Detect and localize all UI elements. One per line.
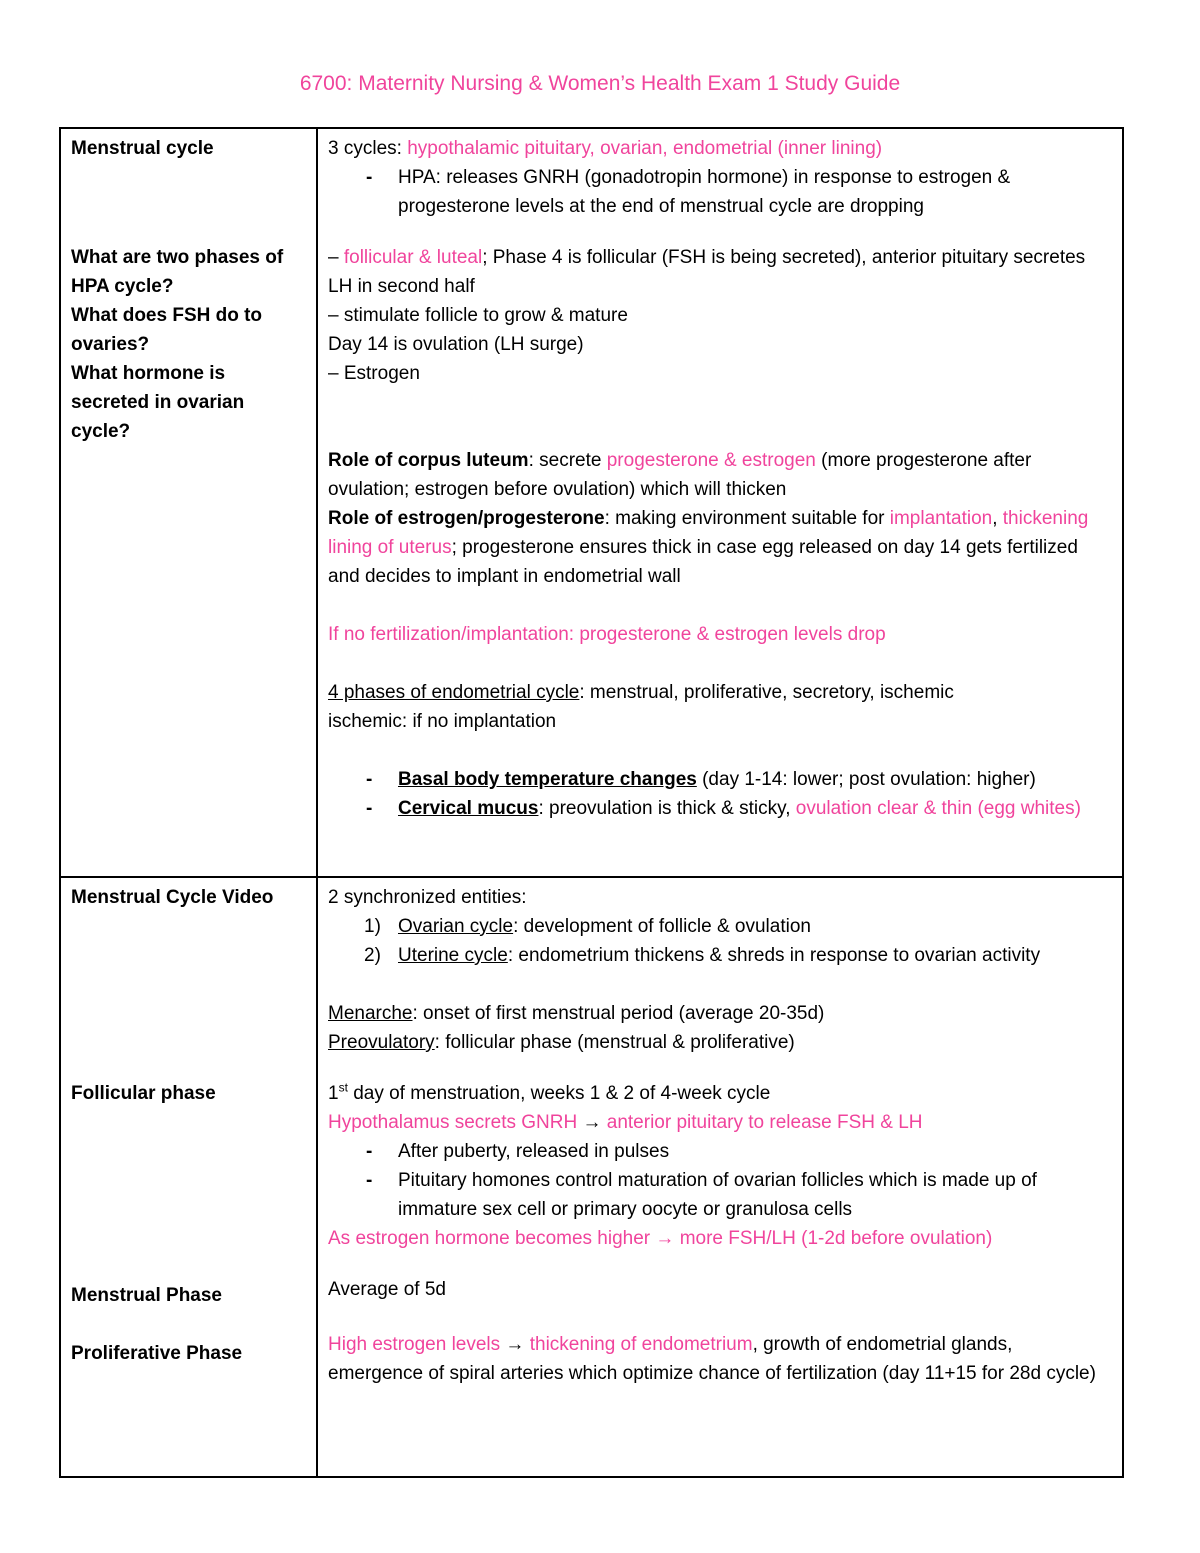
- question-fsh: What does FSH do to ovaries?: [71, 305, 263, 355]
- menstrual-average: Average of 5d: [328, 1279, 446, 1300]
- list-item: - HPA: releases GNRH (gonadotropin hormone) in response to estrogen & progesterone levels at the end of menstrual cycle are dropping: [328, 163, 1112, 221]
- arrow-icon: →: [500, 1334, 530, 1355]
- first-day-note: 1st day of menstruation, weeks 1 & 2 of 4-week cycle: [328, 1080, 771, 1104]
- study-guide-table: [59, 127, 1124, 1478]
- list-item: 2) Uterine cycle: endometrium thickens & shreds in response to ovarian activity: [364, 945, 1041, 966]
- ischemic-note: ischemic: if no implantation: [328, 711, 557, 732]
- estrogen-progesterone-note: Role of estrogen/progesterone: making environment suitable for implantation, thickening lining of uterus; progesterone ensures thick in case egg released on day 14 gets fertilized and decides to implant in endometrial wall: [328, 508, 1089, 587]
- preovulatory-note: Preovulatory: follicular phase (menstrual & proliferative): [328, 1032, 795, 1053]
- cycles-line: 3 cycles: hypothalamic pituitary, ovarian, endometrial (inner lining): [328, 138, 883, 159]
- notes-cell: [317, 877, 1123, 1477]
- topic-follicular: Follicular phase: [71, 1083, 216, 1104]
- list-item: 1) Ovarian cycle: development of follicle & ovulation: [364, 916, 811, 937]
- table-row: [60, 877, 1123, 1477]
- corpus-luteum-note: Role of corpus luteum: secrete progesterone & estrogen (more progesterone after ovulation; estrogen before ovulation) which will thicken: [328, 450, 1032, 500]
- topic-cell: [60, 128, 317, 877]
- proliferative-note: High estrogen levels → thickening of endometrium, growth of endometrial glands, emergence of spiral arteries which optimize chance of fertilization (day 11+15 for 28d cycle): [328, 1334, 1096, 1384]
- list-item: - After puberty, released in pulses: [328, 1137, 1112, 1166]
- cycles-list: hypothalamic pituitary, ovarian, endometrial (inner lining): [407, 138, 883, 159]
- fsh-answer: – stimulate follicle to grow & mature: [328, 305, 628, 326]
- list-item: - Pituitary homones control maturation of ovarian follicles which is made up of immature sex cell or primary oocyte or granulosa cells: [328, 1166, 1112, 1224]
- notes-cell: [317, 128, 1123, 877]
- gnrh-note: Hypothalamus secrets GNRH → anterior pituitary to release FSH & LH: [328, 1112, 923, 1133]
- topic-menstrual-phase: Menstrual Phase: [71, 1285, 222, 1306]
- page-title: 6700: Maternity Nursing & Women’s Health Exam 1 Study Guide: [299, 72, 901, 95]
- menarche-note: Menarche: onset of first menstrual period (average 20-35d): [328, 1003, 825, 1024]
- estrogen-feedback-note: As estrogen hormone becomes higher → more FSH/LH (1-2d before ovulation): [328, 1228, 993, 1249]
- topic-menstrual-cycle: Menstrual cycle: [71, 138, 214, 159]
- list-item: - Cervical mucus: preovulation is thick & sticky, ovulation clear & thin (egg whites): [328, 794, 1112, 823]
- table-row: [60, 128, 1123, 877]
- endometrial-phases-note: 4 phases of endometrial cycle: menstrual, proliferative, secretory, ischemic: [328, 682, 954, 703]
- estrogen-answer: – Estrogen: [328, 363, 420, 384]
- day14-note: Day 14 is ovulation (LH surge): [328, 334, 584, 355]
- topic-cell: [60, 877, 317, 1477]
- question-hormone: What hormone is secreted in ovarian cycle?: [71, 363, 245, 442]
- topic-video: Menstrual Cycle Video: [71, 887, 274, 908]
- topic-proliferative: Proliferative Phase: [71, 1343, 243, 1364]
- no-fertilization-note: If no fertilization/implantation: progesterone & estrogen levels drop: [328, 624, 886, 645]
- arrow-icon: →: [577, 1112, 607, 1133]
- list-item: - Basal body temperature changes (day 1-14: lower; post ovulation: higher): [328, 765, 1112, 794]
- phases-answer: – follicular & luteal; Phase 4 is follicular (FSH is being secreted), anterior pituitary secretes LH in second half: [328, 247, 1086, 297]
- arrow-icon: →: [650, 1228, 680, 1249]
- entities-heading: 2 synchronized entities:: [328, 887, 527, 908]
- question-hpa-phases: What are two phases of HPA cycle?: [71, 247, 284, 297]
